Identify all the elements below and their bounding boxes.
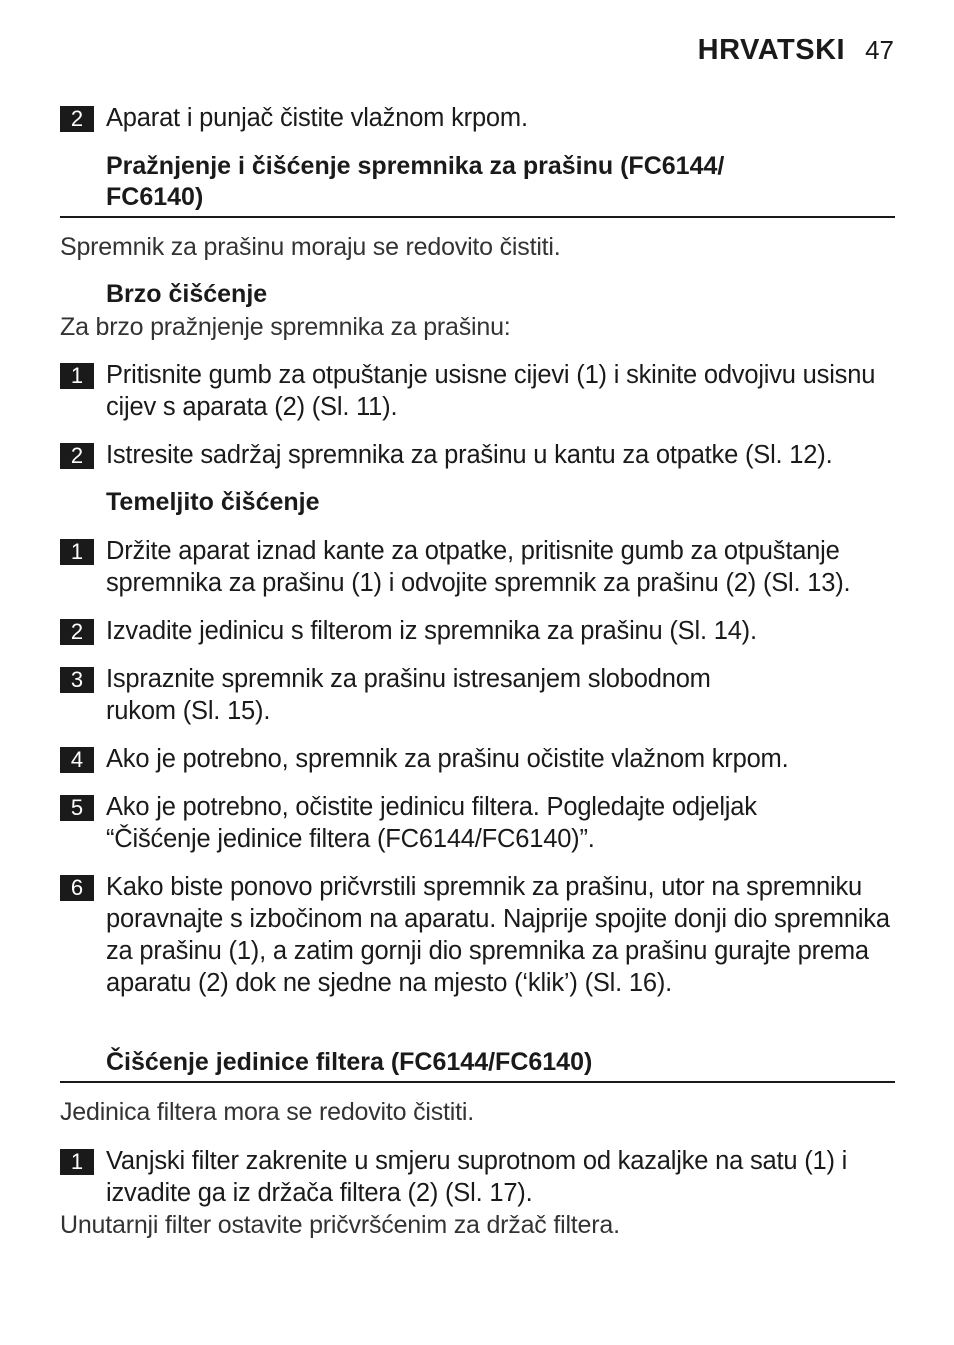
section-rule: [60, 216, 895, 218]
step-text: Ispraznite spremnik za prašinu istresanjem slobodnom rukom (Sl. 15).: [106, 665, 711, 725]
step-text: Držite aparat iznad kante za otpatke, pritisnite gumb za otpuštanje spremnika za prašinu (1) i odvojite spremnik za prašinu (2) (Sl. 13).: [106, 537, 851, 597]
step-number: 2: [60, 106, 94, 132]
step-item: [60, 791, 895, 855]
section-heading-filter-cleaning: Čišćenje jedinice filtera (FC6144/FC6140): [106, 1048, 593, 1076]
step-item: [60, 359, 895, 423]
section-intro: Spremnik za prašinu moraju se redovito čistiti.: [60, 233, 561, 261]
step-number: 2: [60, 443, 94, 469]
step-text: Vanjski filter zakrenite u smjeru suprotnom od kazaljke na satu (1) i izvadite ga iz držača filtera (2) (Sl. 17).: [106, 1147, 848, 1207]
step-item: [60, 663, 895, 727]
step-text: Kako biste ponovo pričvrstili spremnik za prašinu, utor na spremniku poravnajte s izbočinom na aparatu. Najprije spojite donji dio spremnika za prašinu (1), a zatim gornji dio spremnika za prašinu gurajte prema aparatu (2) dok ne sjedne na mjesto (‘klik’) (Sl. 16).: [106, 873, 890, 997]
language-label: HRVATSKI: [697, 34, 846, 66]
step-text: Pritisnite gumb za otpuštanje usisne cijevi (1) i skinite odvojivu usisnu cijev s aparata (2) (Sl. 11).: [106, 361, 876, 421]
step-number: 1: [60, 363, 94, 389]
step-number: 6: [60, 875, 94, 901]
step-item: [60, 102, 895, 134]
step-item: [60, 743, 895, 775]
step-number: 2: [60, 619, 94, 645]
section-rule: [60, 1081, 895, 1083]
step-number: 1: [60, 1149, 94, 1175]
step-item: [60, 1145, 895, 1209]
step-number: 4: [60, 747, 94, 773]
section-heading-emptying: Pražnjenje i čišćenje spremnika za prašinu (FC6144/ FC6140): [106, 152, 725, 211]
step-text: Ako je potrebno, očistite jedinicu filtera. Pogledajte odjeljak “Čišćenje jedinice filtera (FC6144/FC6140)”.: [106, 793, 757, 853]
filter-intro: Jedinica filtera mora se redovito čistiti.: [60, 1098, 474, 1126]
step-item: [60, 439, 895, 471]
step-text: Aparat i punjač čistite vlažnom krpom.: [106, 104, 528, 132]
step-item: [60, 615, 895, 647]
step-number: 5: [60, 795, 94, 821]
step-item: [60, 535, 895, 599]
step-number: 3: [60, 667, 94, 693]
page-number: 47: [865, 35, 894, 65]
step-text: Izvadite jedinicu s filterom iz spremnika za prašinu (Sl. 14).: [106, 617, 757, 645]
quick-intro: Za brzo pražnjenje spremnika za prašinu:: [60, 313, 511, 341]
subheading-thorough-cleaning: Temeljito čišćenje: [106, 488, 320, 516]
step-text: Istresite sadržaj spremnika za prašinu u kantu za otpatke (Sl. 12).: [106, 441, 833, 469]
subheading-quick-cleaning: Brzo čišćenje: [106, 280, 268, 308]
step-number: 1: [60, 539, 94, 565]
filter-note: Unutarnji filter ostavite pričvršćenim za držač filtera.: [60, 1211, 620, 1239]
page-header: [698, 34, 894, 67]
step-text: Ako je potrebno, spremnik za prašinu očistite vlažnom krpom.: [106, 745, 789, 773]
step-item: [60, 871, 895, 999]
